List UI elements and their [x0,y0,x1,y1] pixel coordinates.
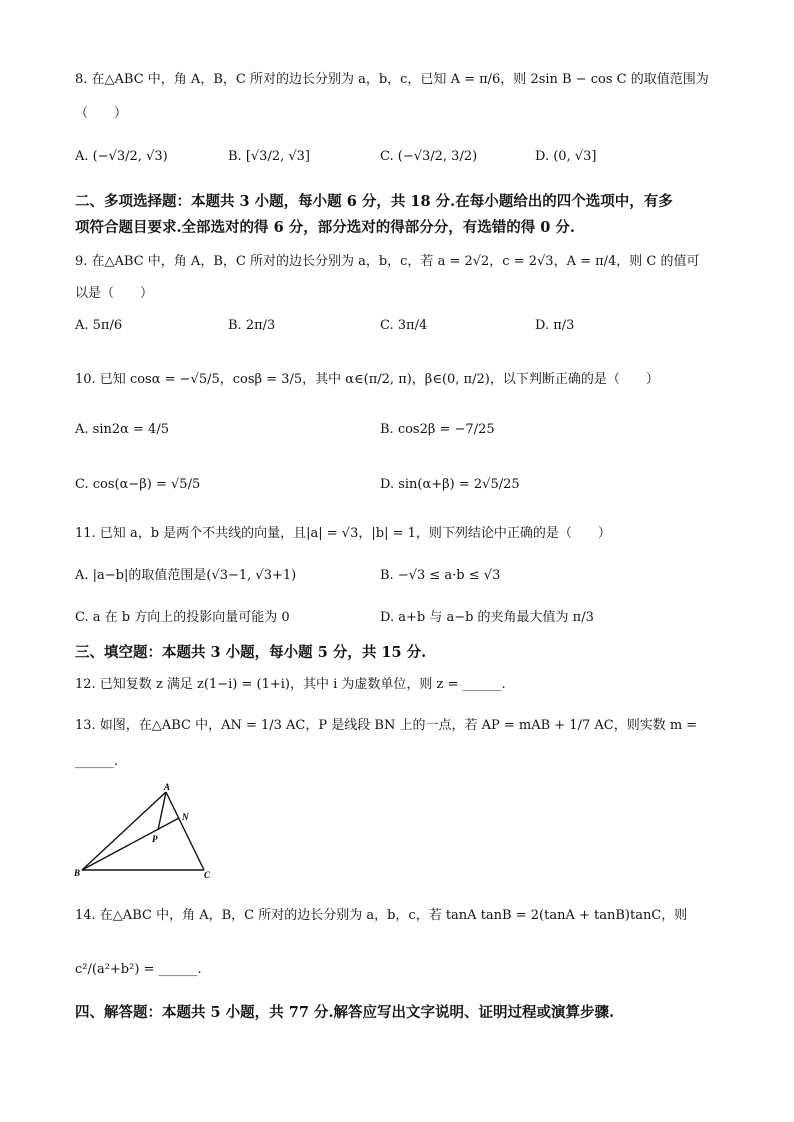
q10-option-b: B. cos2β = −7/25 [380,422,495,437]
section-2-heading-line1: 二、多项选择题：本题共 3 小题，每小题 6 分，共 18 分.在每小题给出的四个选项中，有多 [75,193,673,210]
question-9-stem-cont: 以是（ ） [75,286,154,301]
label-a: A [164,782,171,792]
q9-option-c: C. 3π/4 [380,318,428,333]
question-9-stem: 9. 在△ABC 中，角 A，B，C 所对的边长分别为 a，b，c，若 a = 2√2，c = 2√3，A = π/4，则 C 的值可 [75,254,700,269]
question-11-stem: 11. 已知 a，b 是两个不共线的向量，且|a| = √3，|b| = 1，则下列结论中正确的是（ ） [75,526,611,541]
label-n: N [182,812,189,822]
question-8-paren: （ ） [75,106,128,121]
q11-option-d: D. a+b 与 a−b 的夹角最大值为 π/3 [380,610,594,625]
q9-option-b: B. 2π/3 [228,318,276,333]
edge-ac [166,792,204,870]
q8-option-d: D. (0, √3] [535,149,597,164]
question-10-stem: 10. 已知 cosα = −√5/5，cosβ = 3/5，其中 α∈(π/2, π)，β∈(0, π/2)，以下判断正确的是（ ） [75,372,659,387]
label-b: B [74,868,81,878]
q11-option-a: A. |a−b|的取值范围是(√3−1, √3+1) [75,568,297,583]
section-3-heading: 三、填空题：本题共 3 小题，每小题 5 分，共 15 分. [75,644,427,661]
q8-option-a: A. (−√3/2, √3) [75,149,168,164]
question-12-stem: 12. 已知复数 z 满足 z(1−i) = (1+i)，其中 i 为虚数单位，则 z = ______. [75,677,506,692]
label-p: P [152,834,158,844]
triangle-figure [70,780,230,890]
q10-option-d: D. sin(α+β) = 2√5/25 [380,477,520,492]
q8-option-b: B. [√3/2, √3] [228,149,310,164]
question-14-stem: 14. 在△ABC 中，角 A，B，C 所对的边长分别为 a，b，c，若 tanA tanB = 2(tanA + tanB)tanC，则 [75,908,688,923]
question-8-stem: 8. 在△ABC 中，角 A，B，C 所对的边长分别为 a，b，c，已知 A = π/6，则 2sin B − cos C 的取值范围为 [75,72,709,87]
q10-option-a: A. sin2α = 4/5 [75,422,169,437]
q10-option-c: C. cos(α−β) = √5/5 [75,477,201,492]
question-13-blank: ______. [75,754,119,769]
question-13-stem: 13. 如图，在△ABC 中，AN = 1/3 AC，P 是线段 BN 上的一点，若 AP = mAB + 1/7 AC，则实数 m = [75,718,698,733]
q8-option-c: C. (−√3/2, 3/2) [380,149,478,164]
q11-option-c: C. a 在 b 方向上的投影向量可能为 0 [75,610,290,625]
label-c: C [204,870,211,880]
q9-option-a: A. 5π/6 [75,318,123,333]
section-2-heading-line2: 项符合题目要求.全部选对的得 6 分，部分选对的得部分分，有选错的得 0 分. [75,219,575,236]
section-4-heading: 四、解答题：本题共 5 小题，共 77 分.解答应写出文字说明、证明过程或演算步骤. [75,1004,615,1021]
question-14-expr: c²/(a²+b²) = ______. [75,962,202,977]
q11-option-b: B. −√3 ≤ a·b ≤ √3 [380,568,501,583]
q9-option-d: D. π/3 [535,318,575,333]
